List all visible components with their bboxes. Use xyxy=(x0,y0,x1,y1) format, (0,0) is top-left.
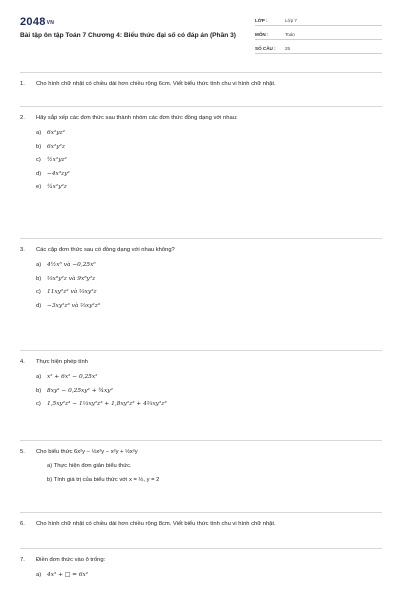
option-d xyxy=(36,168,382,182)
sub-question-b xyxy=(36,474,382,488)
divider xyxy=(20,350,382,351)
option-c xyxy=(36,154,382,168)
option-label: e) xyxy=(36,184,42,190)
meta-subject-value: Toán xyxy=(285,32,295,37)
option-label: c) xyxy=(36,401,41,407)
option-expression: 6x²yz² xyxy=(47,130,65,136)
option-label: b) xyxy=(36,143,42,150)
question-6 xyxy=(20,520,382,528)
question-text: Cho biểu thức 6x²y − ½x²y − x²y + ½x²y xyxy=(36,449,138,455)
option-d xyxy=(36,300,382,314)
option-label: c) xyxy=(36,157,41,163)
question-text: Điền đơn thức vào ô trống: xyxy=(36,557,106,563)
option-label: b) xyxy=(36,275,42,282)
meta-count-value: 25 xyxy=(285,46,291,51)
question-5 xyxy=(20,448,382,487)
meta-count-row xyxy=(255,44,382,54)
meta-subject-row xyxy=(255,30,382,40)
option-label: c) xyxy=(36,289,41,295)
question-1 xyxy=(20,80,382,88)
site-logo[interactable] xyxy=(20,16,54,28)
option-a xyxy=(36,569,382,583)
option-a xyxy=(36,371,382,385)
question-number: 4. xyxy=(20,359,25,365)
document-meta xyxy=(255,16,382,58)
question-text: Thực hiện phép tính xyxy=(36,359,88,365)
question-number: 1. xyxy=(20,81,25,87)
sub-question-text: b) Tính giá trị của biểu thức với x = ½, y = 2 xyxy=(47,476,160,483)
option-expression: 6x²y²z xyxy=(47,143,65,150)
option-expression: −3xy²z³ và ⅔xy²z³ xyxy=(47,302,101,309)
question-7 xyxy=(20,556,382,583)
divider xyxy=(20,238,382,239)
question-number: 7. xyxy=(20,557,25,563)
question-number: 6. xyxy=(20,521,25,527)
option-expression: −4x³zy² xyxy=(47,170,70,177)
option-expression: ½x²yz² xyxy=(47,157,67,163)
option-c xyxy=(36,286,382,300)
meta-class-key: LỚP : xyxy=(255,18,268,23)
option-expression: x² + 6x² − 0,25x² xyxy=(47,374,98,380)
option-expression: 4x² + □ = 6x² xyxy=(47,572,89,578)
meta-class-row xyxy=(255,16,382,26)
question-number: 3. xyxy=(20,247,25,253)
option-c xyxy=(36,398,382,412)
meta-count-key: SỐ CÂU : xyxy=(255,46,276,51)
option-expression: 1,5xy²z³ − 1⅓xy²z³ + 1,8xy²z³ + 4⅔xy²z³ xyxy=(47,401,167,407)
option-label: d) xyxy=(36,302,42,309)
question-number: 5. xyxy=(20,449,25,455)
option-label: b) xyxy=(36,387,42,394)
option-e xyxy=(36,181,382,195)
option-expression: 11xy²z² và ⅔xy²z xyxy=(47,289,97,295)
option-expression: 4½x⁶ và −0,25x⁶ xyxy=(47,262,96,268)
logo-suffix: VN xyxy=(46,20,55,26)
divider xyxy=(20,106,382,107)
question-number: 2. xyxy=(20,115,25,121)
question-text: Hãy sắp xếp các đơn thức sau thành nhóm các đơn thức đồng dạng với nhau: xyxy=(36,115,238,121)
option-expression: ⅔x⁸y²z và 9x⁸y²z xyxy=(47,275,96,282)
divider xyxy=(20,440,382,441)
divider xyxy=(20,512,382,513)
question-text: Cho hình chữ nhật có chiều dài hơn chiều rộng 6cm. Viết biểu thức tính chu vi hình chữ nhật. xyxy=(36,81,276,87)
logo-text: 2048 xyxy=(20,16,46,28)
meta-subject-key: MÔN : xyxy=(255,32,269,37)
question-4 xyxy=(20,358,382,412)
option-expression: ¼x²y²z xyxy=(47,184,67,190)
option-label: a) xyxy=(36,374,42,380)
question-3 xyxy=(20,246,382,313)
document-title: Bài tập ôn tập Toán 7 Chương 4: Biểu thức đại số có đáp án (Phần 3) xyxy=(20,32,236,39)
sub-question-a xyxy=(36,460,382,474)
option-label: d) xyxy=(36,170,42,177)
option-a xyxy=(36,127,382,141)
meta-class-value: Lớp 7 xyxy=(285,18,297,23)
option-a xyxy=(36,259,382,273)
question-2 xyxy=(20,114,382,195)
divider xyxy=(20,72,382,73)
divider xyxy=(20,548,382,549)
option-b xyxy=(36,273,382,287)
option-b xyxy=(36,141,382,155)
option-label: a) xyxy=(36,572,42,578)
document-header xyxy=(20,16,382,62)
option-label: a) xyxy=(36,262,42,268)
option-expression: 8xy² − 0,25xy² + ¾xy² xyxy=(47,387,113,394)
question-text: Cho hình chữ nhật có chiều dài hơn chiều rộng 8cm. Viết biểu thức tính chu vi hình chữ nhật. xyxy=(36,521,276,527)
option-label: a) xyxy=(36,130,42,136)
question-text: Các cặp đơn thức sau có đồng dạng với nhau không? xyxy=(36,247,175,253)
option-b xyxy=(36,385,382,399)
sub-question-text: a) Thực hiện đơn giản biểu thức. xyxy=(47,463,132,469)
